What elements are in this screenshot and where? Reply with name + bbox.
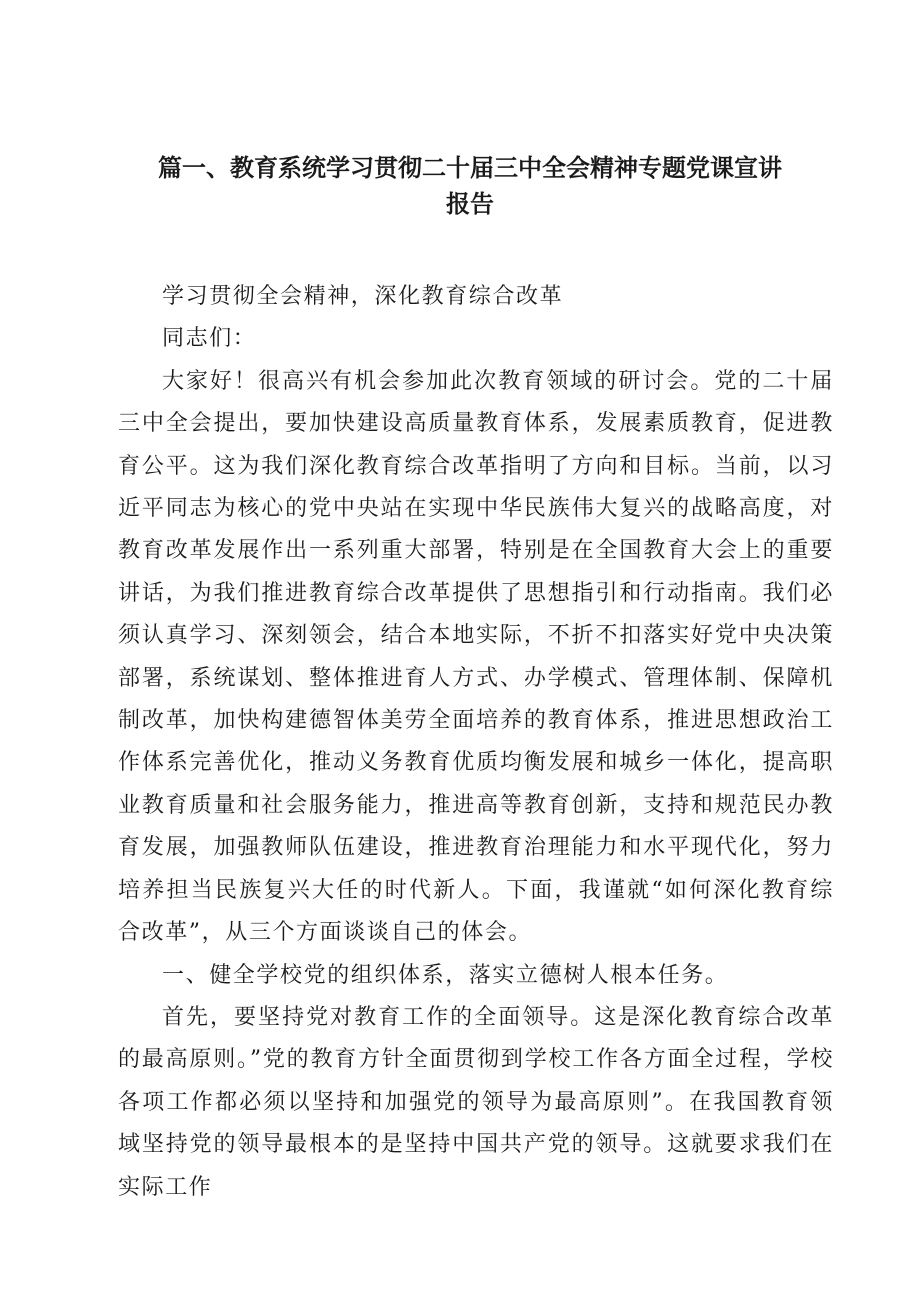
section-heading-1: 一、健全学校党的组织体系，落实立德树人根本任务。: [162, 962, 729, 988]
document-subtitle: 学习贯彻全会精神，深化教育综合改革: [162, 284, 564, 309]
salutation: 同志们：: [162, 326, 257, 352]
document-title: 篇一、教育系统学习贯彻二十届三中全会精神专题党课宣讲报告: [158, 154, 782, 218]
paragraph-first: 首先，要坚持党对教育工作的全面领导。这是深化教育综合改革的最高原则。”党的教育方针全面贯彻到学校工作各方面全过程，学校各项工作都必须以坚持和加强党的领导为最高原则”。在我国教育领域坚持党的领导最根本的是坚持中国共产党的领导。这就要求我们在实际工作: [118, 1004, 834, 1200]
document-body: [118, 276, 834, 1209]
paragraph-intro: 大家好！很高兴有机会参加此次教育领域的研讨会。党的二十届三中全会提出，要加快建设高质量教育体系，发展素质教育，促进教育公平。这为我们深化教育综合改革指明了方向和目标。当前，以习近平同志为核心的党中央站在实现中华民族伟大复兴的战略高度，对教育改革发展作出一系列重大部署，特别是在全国教育大会上的重要讲话，为我们推进教育综合改革提供了思想指引和行动指南。我们必须认真学习、深刻领会，结合本地实际，不折不扣落实好党中央决策部署，系统谋划、整体推进育人方式、办学模式、管理体制、保障机制改革，加快构建德智体美劳全面培养的教育体系，推进思想政治工作体系完善优化，推动义务教育优质均衡发展和城乡一体化，提高职业教育质量和社会服务能力，推进高等教育创新，支持和规范民办教育发展，加强教师队伍建设，推进教育治理能力和水平现代化，努力培养担当民族复兴大任的时代新人。下面，我谨就“如何深化教育综合改革”，从三个方面谈谈自己的体会。: [118, 368, 834, 946]
